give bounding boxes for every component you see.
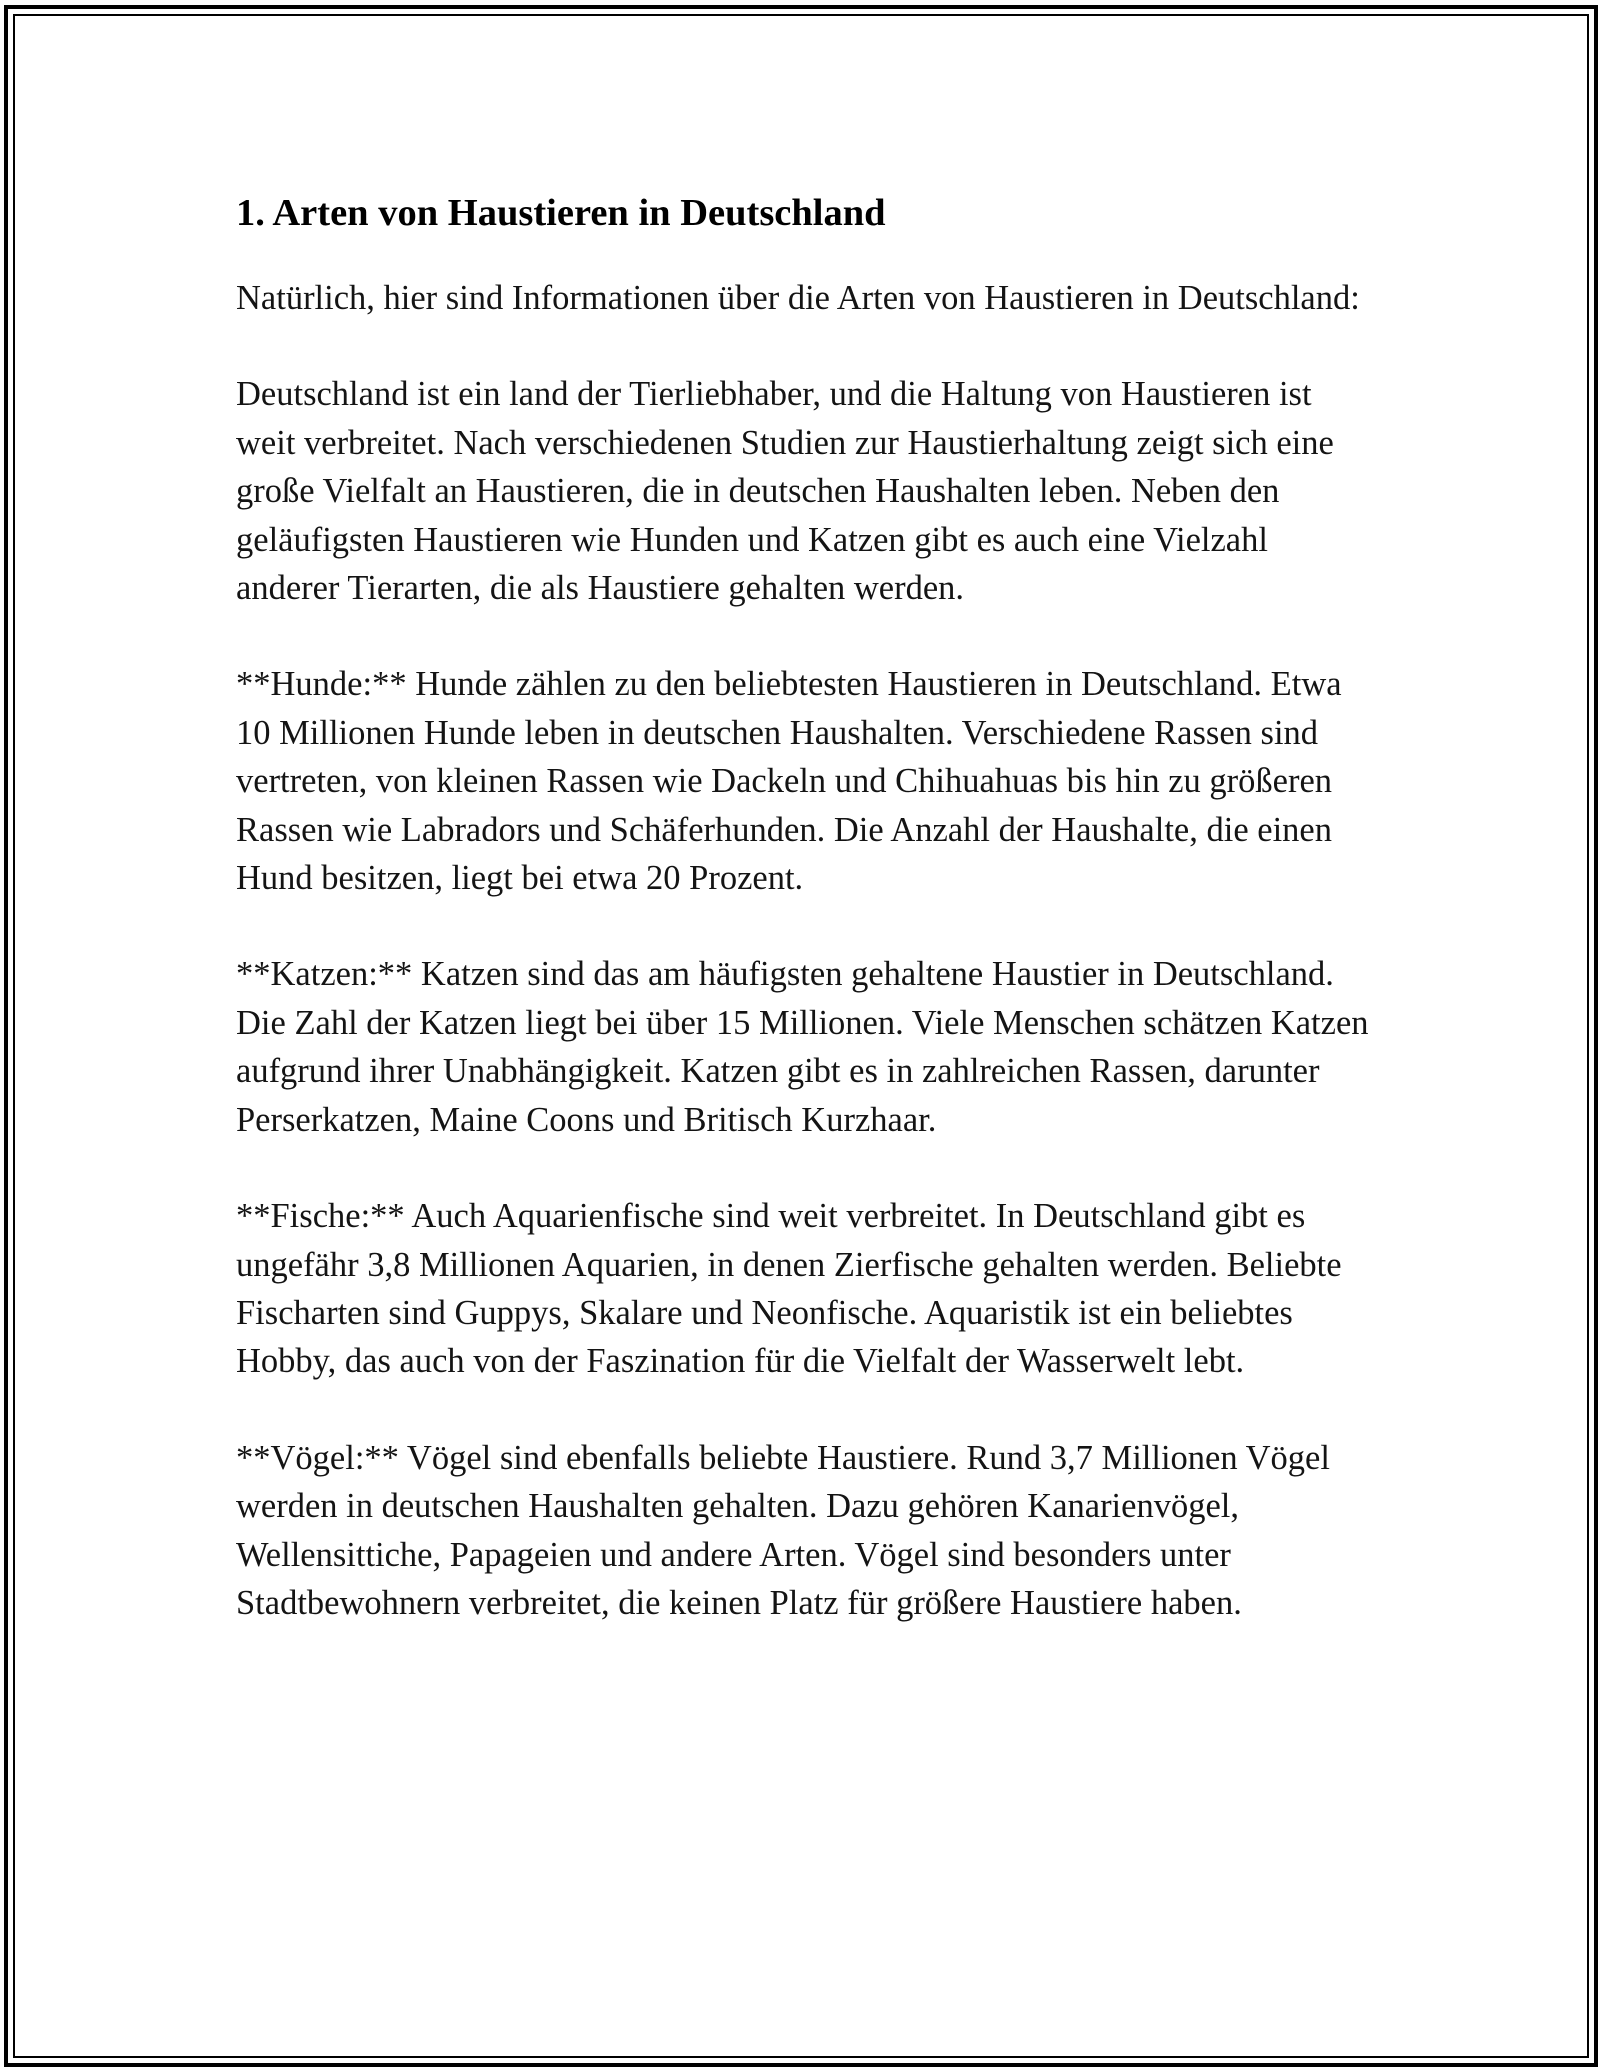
fish-paragraph: **Fische:** Auch Aquarienfische sind weit verbreitet. In Deutschland gibt es ungefähr 3,8 Millionen Aquarien, in denen Zierfische gehalten werden. Beliebte Fischarten sind Guppys, Skalare und Neonfische. Aquaristik ist ein beliebtes Hobby, das auch von der Faszination für die Vielfalt der Wasserwelt lebt.: [236, 1197, 1342, 1381]
birds-paragraph: **Vögel:** Vögel sind ebenfalls beliebte Haustiere. Rund 3,7 Millionen Vögel werden in deutschen Haushalten gehalten. Dazu gehören Kanarienvögel, Wellensittiche, Papageien und andere Arten. Vögel sind besonders unter Stadtbewohnern verbreitet, die keinen Platz für größere Haustiere haben.: [236, 1438, 1330, 1622]
cats-paragraph: **Katzen:** Katzen sind das am häufigsten gehaltene Haustier in Deutschland. Die Zahl der Katzen liegt bei über 15 Millionen. Viele Menschen schätzen Katzen aufgrund ihrer Unabhängigkeit. Katzen gibt es in zahlreichen Rassen, darunter Perserkatzen, Maine Coons und Britisch Kurzhaar.: [236, 955, 1369, 1139]
overview-paragraph: Deutschland ist ein land der Tierliebhaber, und die Haltung von Haustieren ist weit verbreitet. Nach verschiedenen Studien zur Haustierhaltung zeigt sich eine große Vielfalt an Haustieren, die in deutschen Haushalten leben. Neben den geläufigsten Haustieren wie Hunden und Katzen gibt es auch eine Vielzahl anderer Tierarten, die als Haustiere gehalten werden.: [236, 375, 1334, 608]
page-title: 1. Arten von Haustieren in Deutschland: [236, 192, 886, 234]
document-body: [236, 186, 1376, 1675]
intro-paragraph: Natürlich, hier sind Informationen über die Arten von Haustieren in Deutschland:: [236, 279, 1360, 317]
dogs-paragraph: **Hunde:** Hunde zählen zu den beliebtesten Haustieren in Deutschland. Etwa 10 Millionen Hunde leben in deutschen Haushalten. Verschiedene Rassen sind vertreten, von kleinen Rassen wie Dackeln und Chihuahuas bis hin zu größeren Rassen wie Labradors und Schäferhunden. Die Anzahl der Haushalte, die einen Hund besitzen, liegt bei etwa 20 Prozent.: [236, 665, 1342, 898]
